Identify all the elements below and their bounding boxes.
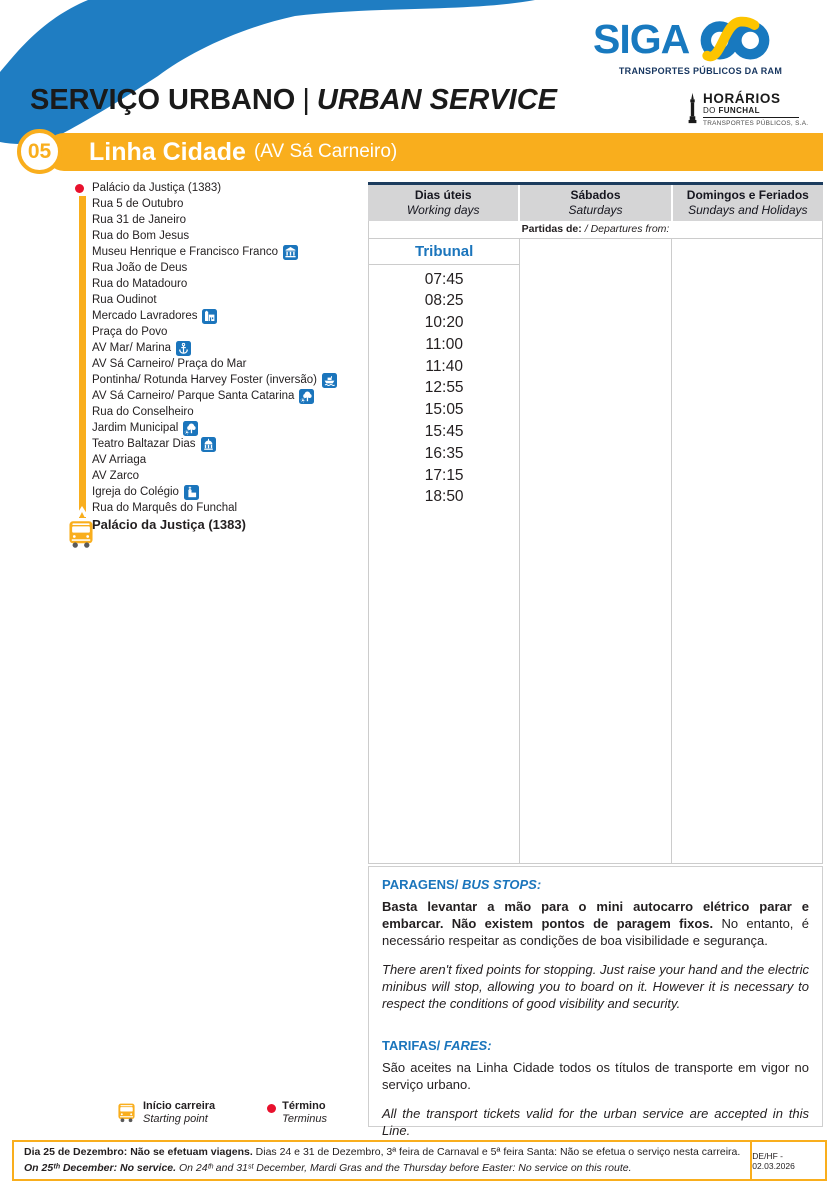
route-stop	[92, 340, 337, 356]
terminus-dot	[267, 1104, 276, 1113]
route-stop	[92, 436, 337, 452]
route-stop-label: Rua 31 de Janeiro	[92, 214, 186, 226]
tower-icon	[686, 92, 699, 129]
theater-icon	[201, 437, 216, 452]
day-type-label-pt: Sábados	[570, 187, 621, 202]
route-stop-label: Palácio da Justiça (1383)	[92, 182, 222, 194]
timetable-header-cell	[368, 185, 518, 221]
tree-icon	[183, 421, 198, 436]
hf-logo-line2: DO FUNCHAL	[703, 106, 760, 115]
siga-logo-text: SIGA	[593, 16, 690, 62]
column-working-days	[369, 239, 519, 863]
route-stop-label: Palácio da Justiça (1383)	[92, 516, 246, 532]
route-stop-label: Rua João de Deus	[92, 262, 188, 274]
bus-stops-text-pt: Basta levantar a mão para o mini autocarro elétrico parar e embarcar. Não existem pontos de paragem fixos. No entanto, é necessário respeitar as condições de boa visibilidade e segurança.	[382, 899, 809, 948]
bus-stops-text-en: There aren't fixed points for stopping. Just raise your hand and the electric minibus will stop, allowing you to board on it. However it is necessary to respect the conditions of good visibility and security.	[382, 962, 809, 1011]
timetable-body	[368, 221, 823, 864]
horarios-funchal-logo	[686, 92, 808, 129]
route-stop	[92, 228, 337, 244]
info-box	[368, 866, 823, 1138]
day-type-label-pt: Domingos e Feriados	[686, 187, 809, 202]
bus-stops-heading: PARAGENS/ BUS STOPS:	[382, 877, 542, 892]
route-line	[79, 196, 86, 518]
route-stop-label: Pontinha/ Rotunda Harvey Foster (inversão)	[92, 374, 317, 386]
departure-time: 07:45	[424, 270, 464, 288]
departure-time: 15:05	[424, 401, 464, 419]
route-stop	[92, 180, 337, 196]
departure-time: 16:35	[424, 444, 464, 462]
day-type-label-pt: Dias úteis	[414, 187, 472, 202]
legend-terminus-pt: Término	[282, 1100, 326, 1112]
route-stop	[92, 452, 337, 468]
day-type-label-en: Working days	[406, 202, 480, 217]
route-stop	[92, 260, 337, 276]
document-reference: DE/HF - 02.03.2026	[750, 1142, 825, 1179]
line-banner	[45, 133, 823, 171]
line-name-suffix: (AV Sá Carneiro)	[253, 141, 398, 162]
departure-time: 10:20	[424, 314, 464, 332]
page-title-en: URBAN SERVICE	[316, 84, 557, 116]
route-stop-label: Rua Oudinot	[92, 294, 157, 306]
route-stop-label: Rua 5 de Outubro	[92, 198, 184, 210]
route-stop-label: Rua do Bom Jesus	[92, 230, 190, 242]
route-stop	[92, 404, 337, 420]
route-stop-label: Rua do Marquês do Funchal	[92, 502, 238, 514]
boat-icon	[322, 373, 337, 388]
hf-logo-line3: TRANSPORTES PÚBLICOS, S.A.	[703, 120, 809, 127]
fares-text-en: All the transport tickets valid for the urban service are accepted in this Line.	[382, 1106, 809, 1138]
route-stop	[92, 324, 337, 340]
route-stop	[92, 388, 337, 404]
departures-row	[369, 221, 822, 239]
siga-logo	[593, 14, 808, 76]
route-stop	[92, 468, 337, 484]
day-type-label-en: Saturdays	[568, 202, 623, 217]
bus-icon	[116, 1102, 137, 1123]
route-stop	[92, 292, 337, 308]
page-title-separator: |	[302, 84, 310, 116]
footer-notice	[12, 1140, 827, 1181]
route-stop-label: AV Sá Carneiro/ Praça do Mar	[92, 358, 247, 370]
terminus-dot	[75, 184, 84, 193]
departure-times	[369, 265, 519, 509]
column-sundays-holidays	[672, 239, 822, 863]
siga-infinity-icon	[697, 14, 773, 64]
timetable	[368, 182, 823, 864]
market-icon	[202, 309, 217, 324]
route-stop	[92, 516, 337, 532]
departure-time: 18:50	[424, 488, 464, 506]
route-stop-label: Rua do Conselheiro	[92, 406, 194, 418]
departure-time: 11:40	[425, 357, 463, 375]
route-stop-label: AV Mar/ Marina	[92, 342, 172, 354]
route-stop	[92, 276, 337, 292]
legend	[116, 1100, 327, 1126]
route-stop-label: Igreja do Colégio	[92, 486, 179, 498]
fares-heading: TARIFAS/ FARES:	[382, 1038, 492, 1053]
route-stop	[92, 308, 337, 324]
footer-notice-en: On 25ᵗʰ December: No service. On 24ᵗʰ and 31ˢᵗ December, Mardi Gras and the Thursday before Easter: No service on this route.	[24, 1161, 632, 1174]
route-stop-label: Teatro Baltazar Dias	[92, 438, 196, 450]
line-name: Linha Cidade	[89, 137, 246, 166]
column-saturdays	[519, 239, 671, 863]
route-stop	[92, 420, 337, 436]
route-stop-label: Rua do Matadouro	[92, 278, 188, 290]
route-stop	[92, 356, 337, 372]
timetable-header-cell	[520, 185, 670, 221]
legend-start	[116, 1100, 215, 1126]
anchor-icon	[176, 341, 191, 356]
page-title-pt: SERVIÇO URBANO	[30, 84, 296, 116]
departure-time: 15:45	[424, 423, 464, 441]
route-stop	[92, 372, 337, 388]
route-stop-label: AV Zarco	[92, 470, 140, 482]
hf-logo-line1: HORÁRIOS	[703, 91, 781, 106]
route-stop	[92, 244, 337, 260]
departure-time: 12:55	[424, 379, 464, 397]
day-type-label-en: Sundays and Holidays	[688, 202, 808, 217]
page-title	[30, 84, 557, 117]
museum-icon	[283, 245, 298, 260]
departures-label-en: / Departures from:	[584, 223, 670, 235]
route-stop-label: Museu Henrique e Francisco Franco	[92, 246, 278, 258]
route-stop-label: AV Sá Carneiro/ Parque Santa Catarina	[92, 390, 295, 402]
route-stop	[92, 212, 337, 228]
departures-label-pt: Partidas de:	[521, 223, 582, 235]
timetable-header	[368, 185, 823, 221]
tree-icon	[299, 389, 314, 404]
timetable-header-cell	[673, 185, 823, 221]
route-stop	[92, 500, 337, 516]
route-arrow-inner	[79, 512, 85, 518]
stop-list	[92, 180, 337, 532]
route-stop	[92, 484, 337, 500]
route-stop-label: AV Arriaga	[92, 454, 147, 466]
footer-notice-text	[14, 1142, 750, 1179]
fares-text-pt: São aceites na Linha Cidade todos os títulos de transporte em vigor no serviço urbano.	[382, 1060, 809, 1092]
line-number-badge: 05	[17, 129, 62, 174]
footer-notice-pt: Dia 25 de Dezembro: Não se efetuam viagens. Dias 24 e 31 de Dezembro, 3ª feira de Carnaval e 5ª feira Santa: Não se efetua o serviço nesta carreira.	[24, 1146, 741, 1158]
legend-start-pt: Início carreira	[143, 1100, 216, 1112]
route-stop	[92, 196, 337, 212]
route-stop-label: Praça do Povo	[92, 326, 168, 338]
departure-time: 17:15	[424, 466, 464, 484]
origin-stop-label: Tribunal	[369, 239, 519, 265]
hf-logo-rule	[703, 117, 799, 118]
church-icon	[184, 485, 199, 500]
route-stop-label: Jardim Municipal	[92, 422, 179, 434]
departure-time: 11:00	[425, 335, 463, 353]
legend-start-en: Starting point	[143, 1113, 208, 1125]
departure-time: 08:25	[424, 292, 464, 310]
legend-terminus-en: Terminus	[282, 1113, 327, 1125]
siga-logo-subtitle: TRANSPORTES PÚBLICOS DA RAM	[618, 66, 783, 76]
route-stop-label: Mercado Lavradores	[92, 310, 198, 322]
legend-terminus	[215, 1100, 327, 1126]
